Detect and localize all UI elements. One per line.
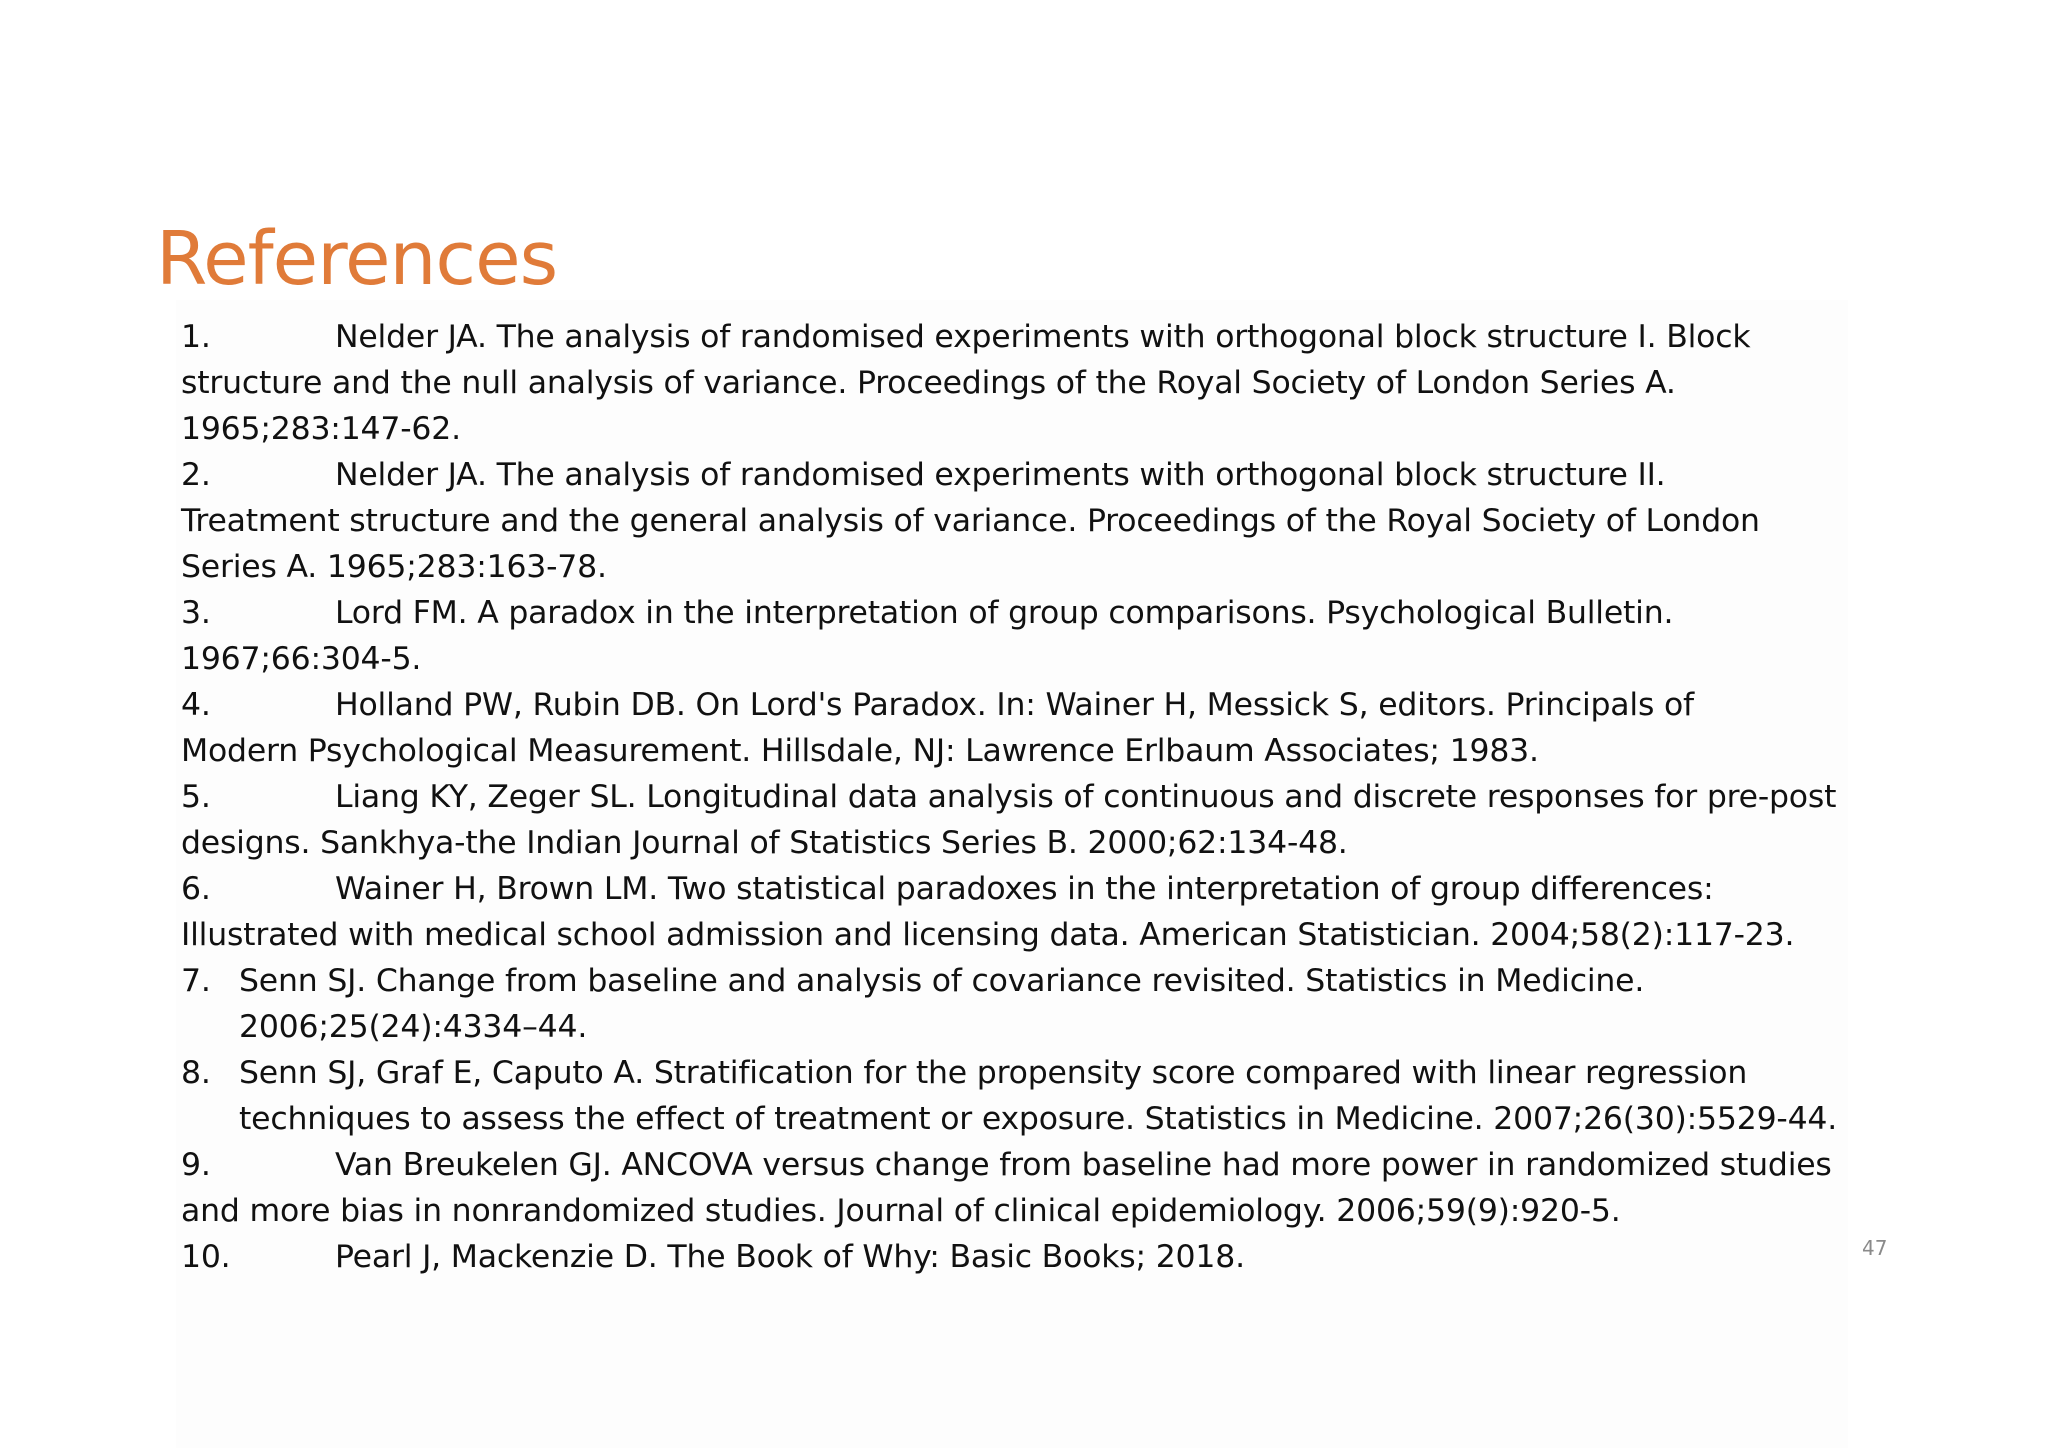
reference-text-continued: structure and the null analysis of variance. Proceedings of the Royal Society of London Series A. [181, 365, 1676, 401]
reference-text: Senn SJ, Graf E, Caputo A. Stratification for the propensity score compared with linear regression [239, 1055, 1748, 1091]
reference-item-2 [181, 452, 1861, 590]
reference-number: 6. [181, 871, 211, 907]
reference-item-8 [181, 1050, 1861, 1142]
reference-text-continued: designs. Sankhya-the Indian Journal of Statistics Series B. 2000;62:134-48. [181, 825, 1348, 861]
reference-text-continued: Modern Psychological Measurement. Hillsdale, NJ: Lawrence Erlbaum Associates; 1983. [181, 733, 1539, 769]
reference-text-continued: 1967;66:304-5. [181, 641, 422, 677]
reference-text: Holland PW, Rubin DB. On Lord's Paradox. In: Wainer H, Messick S, editors. Principals of [335, 687, 1694, 723]
reference-item-10 [181, 1234, 1861, 1280]
reference-text: Nelder JA. The analysis of randomised experiments with orthogonal block structure I. Block [335, 319, 1751, 355]
reference-text: Wainer H, Brown LM. Two statistical paradoxes in the interpretation of group differences: [335, 871, 1714, 907]
reference-text: Van Breukelen GJ. ANCOVA versus change from baseline had more power in randomized studies [335, 1147, 1832, 1183]
reference-text-continued: techniques to assess the effect of treatment or exposure. Statistics in Medicine. 2007;26(30):5529-44. [239, 1101, 1838, 1137]
reference-text: Liang KY, Zeger SL. Longitudinal data analysis of continuous and discrete responses for pre-post [335, 779, 1837, 815]
reference-text: Pearl J, Mackenzie D. The Book of Why: Basic Books; 2018. [335, 1239, 1245, 1275]
reference-item-7 [181, 958, 1861, 1050]
reference-text: Nelder JA. The analysis of randomised experiments with orthogonal block structure II. [335, 457, 1666, 493]
reference-number: 8. [181, 1055, 211, 1091]
reference-number: 4. [181, 687, 211, 723]
reference-item-5 [181, 774, 1861, 866]
reference-item-3 [181, 590, 1861, 682]
reference-text-continued: 2006;25(24):4334–44. [239, 1009, 588, 1045]
reference-text-continued: Illustrated with medical school admission and licensing data. American Statistician. 2004;58(2):117-23. [181, 917, 1795, 953]
reference-number: 7. [181, 963, 211, 999]
page-number: 47 [1862, 1236, 1888, 1260]
reference-item-6 [181, 866, 1861, 958]
slide-title: References [156, 216, 558, 302]
reference-number: 3. [181, 595, 211, 631]
reference-text: Senn SJ. Change from baseline and analysis of covariance revisited. Statistics in Medicine. [239, 963, 1645, 999]
reference-text-continued: and more bias in nonrandomized studies. Journal of clinical epidemiology. 2006;59(9):920-5. [181, 1193, 1621, 1229]
reference-item-4 [181, 682, 1861, 774]
reference-number: 5. [181, 779, 211, 815]
reference-text-continued: 1965;283:147-62. [181, 411, 461, 447]
reference-item-9 [181, 1142, 1861, 1234]
reference-number: 1. [181, 319, 211, 355]
reference-text-continued: Treatment structure and the general analysis of variance. Proceedings of the Royal Society of London [181, 503, 1760, 539]
reference-text: Lord FM. A paradox in the interpretation of group comparisons. Psychological Bulletin. [335, 595, 1674, 631]
reference-item-1 [181, 314, 1861, 452]
reference-list [181, 314, 1861, 1280]
reference-number: 10. [181, 1239, 231, 1275]
reference-number: 9. [181, 1147, 211, 1183]
reference-text-continued: Series A. 1965;283:163-78. [181, 549, 607, 585]
reference-number: 2. [181, 457, 211, 493]
